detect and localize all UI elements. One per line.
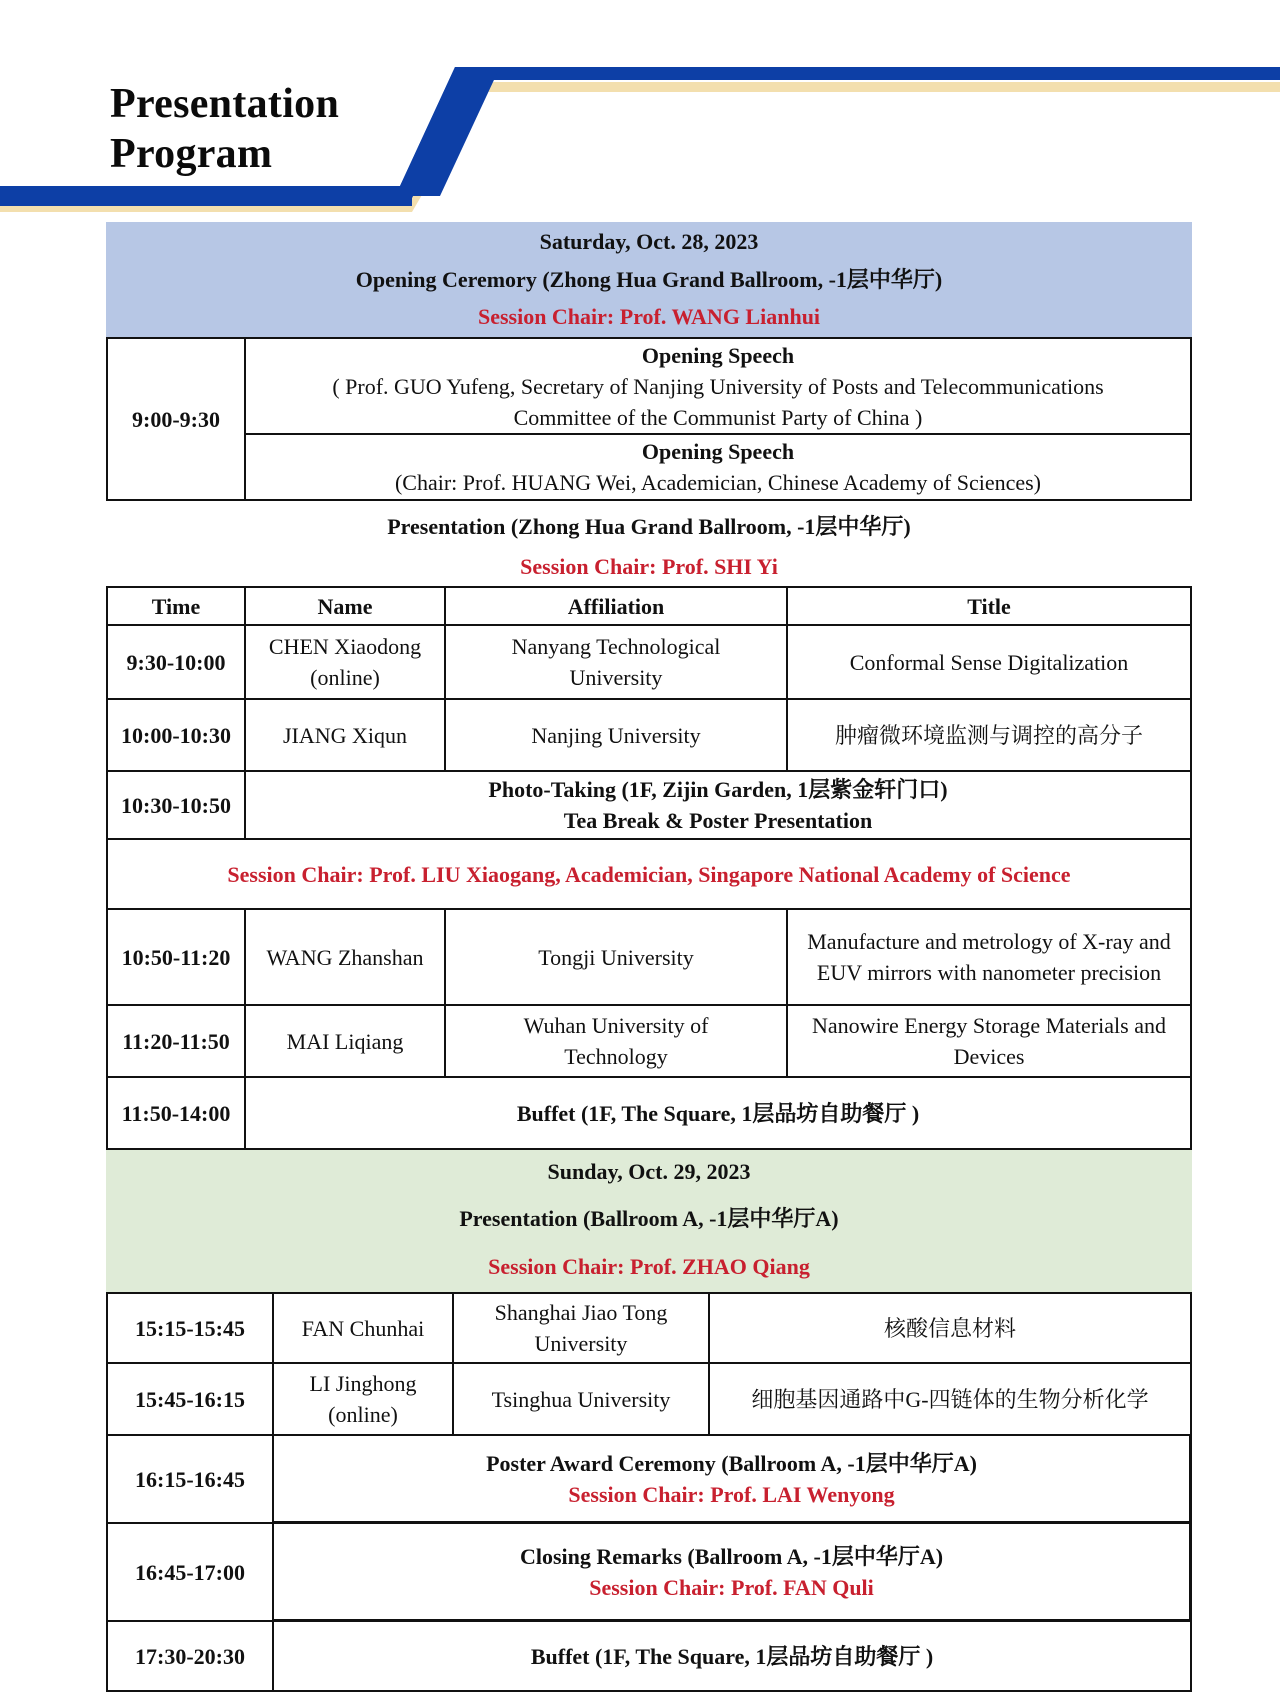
speech1-line1: ( Prof. GUO Yufeng, Secretary of Nanjing University of Posts and Telecommunications (332, 373, 1104, 399)
closing-time (106, 1522, 274, 1622)
row-title (786, 1004, 1192, 1078)
row-name (244, 908, 446, 1006)
affiliation-text: Tsinghua University (491, 1386, 671, 1412)
award-line1: Poster Award Ceremony (Ballroom A, -1层中华厅A) (486, 1450, 977, 1476)
column-header-affiliation (444, 586, 788, 626)
name-text: FAN Chunhai (301, 1315, 425, 1341)
session-chair-row (106, 838, 1192, 910)
dinner-time (106, 1620, 274, 1692)
lunch-time (106, 1076, 246, 1150)
title-text: 肿瘤微环境监测与调控的高分子 (834, 722, 1143, 748)
break-line2: Tea Break & Poster Presentation (563, 808, 873, 833)
opening-time-text: 9:00-9:30 (132, 406, 220, 432)
column-header-name (244, 586, 446, 626)
day1-date: Saturday, Oct. 28, 2023 (539, 229, 759, 254)
day2-venue: Presentation (Ballroom A, -1层中华厅A) (459, 1206, 839, 1231)
row-time (106, 624, 246, 700)
title-text: Manufacture and metrology of X-ray and EUV mirrors with nanometer precision (807, 929, 1171, 985)
name-text: MAI Liqiang (286, 1028, 404, 1054)
row-title (708, 1362, 1192, 1436)
time-text: 15:45-16:15 (135, 1386, 245, 1412)
opening-speech-2 (244, 433, 1192, 501)
affiliation-text: Wuhan University of Technology (523, 1013, 709, 1069)
col-name: Name (317, 593, 373, 619)
row-name (244, 1004, 446, 1078)
col-affiliation: Affiliation (567, 593, 665, 619)
row-title (786, 908, 1192, 1006)
time-text: 11:20-11:50 (122, 1028, 230, 1054)
lunch-text: Buffet (1F, The Square, 1层品坊自助餐厅 ) (516, 1100, 920, 1126)
column-header-title (786, 586, 1192, 626)
row-affiliation (452, 1292, 710, 1364)
presentation-venue: Presentation (Zhong Hua Grand Ballroom, -1层中华厅) (387, 514, 911, 539)
row-title (786, 698, 1192, 772)
row-name (244, 698, 446, 772)
row-name (272, 1362, 454, 1436)
dinner-info (272, 1620, 1192, 1692)
row-name (244, 624, 446, 700)
name-text: JIANG Xiqun (282, 722, 408, 748)
award-chair: Session Chair: Prof. LAI Wenyong (568, 1481, 895, 1507)
row-time (106, 1362, 274, 1436)
banner-blue-bottom (0, 186, 412, 206)
break-line1: Photo-Taking (1F, Zijin Garden, 1层紫金轩门口) (488, 777, 948, 802)
row-name (272, 1292, 454, 1364)
affiliation-text: Nanjing University (531, 722, 701, 748)
title-text: 核酸信息材料 (883, 1315, 1016, 1341)
row-time (106, 1004, 246, 1078)
speech1-title: Opening Speech (641, 342, 795, 368)
day2-date: Sunday, Oct. 29, 2023 (547, 1159, 751, 1184)
break-time (106, 770, 246, 840)
row-time (106, 1292, 274, 1364)
row-title (708, 1292, 1192, 1364)
row-affiliation (444, 624, 788, 700)
opening-chair: Session Chair: Prof. WANG Lianhui (477, 304, 821, 329)
day1-header (106, 222, 1192, 337)
row-affiliation (444, 908, 788, 1006)
time-text: 10:50-11:20 (121, 944, 231, 970)
award-time-text: 16:15-16:45 (135, 1466, 245, 1492)
time-text: 15:15-15:45 (135, 1315, 245, 1341)
time-text: 9:30-10:00 (126, 649, 226, 675)
opening-venue: Opening Ceremory (Zhong Hua Grand Ballroom, -1层中华厅) (355, 267, 943, 292)
title-text: Nanowire Energy Storage Materials and Devices (812, 1013, 1166, 1069)
title-text: Conformal Sense Digitalization (849, 649, 1129, 675)
presentation-chair: Session Chair: Prof. SHI Yi (520, 554, 778, 579)
affiliation-text: Nanyang Technological University (511, 634, 721, 690)
row-affiliation (444, 1004, 788, 1078)
name-text: CHEN Xiaodong (online) (268, 634, 422, 690)
speech2-title: Opening Speech (641, 439, 795, 464)
page-title-line1: Presentation (110, 81, 340, 127)
day2-chair: Session Chair: Prof. ZHAO Qiang (488, 1254, 810, 1279)
break-time-text: 10:30-10:50 (121, 792, 231, 818)
closing-chair: Session Chair: Prof. FAN Quli (589, 1574, 874, 1600)
session-chair-2: Session Chair: Prof. LIU Xiaogang, Academician, Singapore National Academy of Science (227, 861, 1071, 887)
award-info (272, 1434, 1192, 1524)
award-time (106, 1434, 274, 1524)
banner-blue-slant (400, 67, 500, 196)
row-time (106, 698, 246, 772)
row-time (106, 908, 246, 1006)
opening-time (106, 337, 246, 501)
speech1-line2: Committee of the Communist Party of China ) (513, 404, 923, 430)
affiliation-text: Tongji University (538, 944, 694, 970)
row-affiliation (444, 698, 788, 772)
affiliation-text: Shanghai Jiao Tong University (494, 1300, 668, 1356)
day2-header (106, 1150, 1192, 1292)
column-header-time (106, 586, 246, 626)
time-text: 10:00-10:30 (121, 722, 231, 748)
break-info (244, 770, 1192, 840)
closing-time-text: 16:45-17:00 (135, 1559, 245, 1585)
col-time: Time (151, 593, 201, 619)
name-text: WANG Zhanshan (266, 944, 424, 970)
lunch-time-text: 11:50-14:00 (121, 1100, 231, 1126)
speech2-line1: (Chair: Prof. HUANG Wei, Academician, Chinese Academy of Sciences) (394, 470, 1042, 495)
col-title: Title (967, 593, 1011, 619)
page-title-line2: Program (110, 131, 273, 177)
row-affiliation (452, 1362, 710, 1436)
closing-info (272, 1522, 1192, 1622)
closing-line1: Closing Remarks (Ballroom A, -1层中华厅A) (519, 1543, 944, 1569)
title-text: 细胞基因通路中G-四链体的生物分析化学 (751, 1386, 1149, 1412)
dinner-time-text: 17:30-20:30 (135, 1643, 245, 1669)
opening-speech-1 (244, 337, 1192, 435)
dinner-text: Buffet (1F, The Square, 1层品坊自助餐厅 ) (530, 1643, 934, 1669)
row-title (786, 624, 1192, 700)
lunch-info (244, 1076, 1192, 1150)
name-text: LI Jinghong (online) (309, 1371, 417, 1427)
